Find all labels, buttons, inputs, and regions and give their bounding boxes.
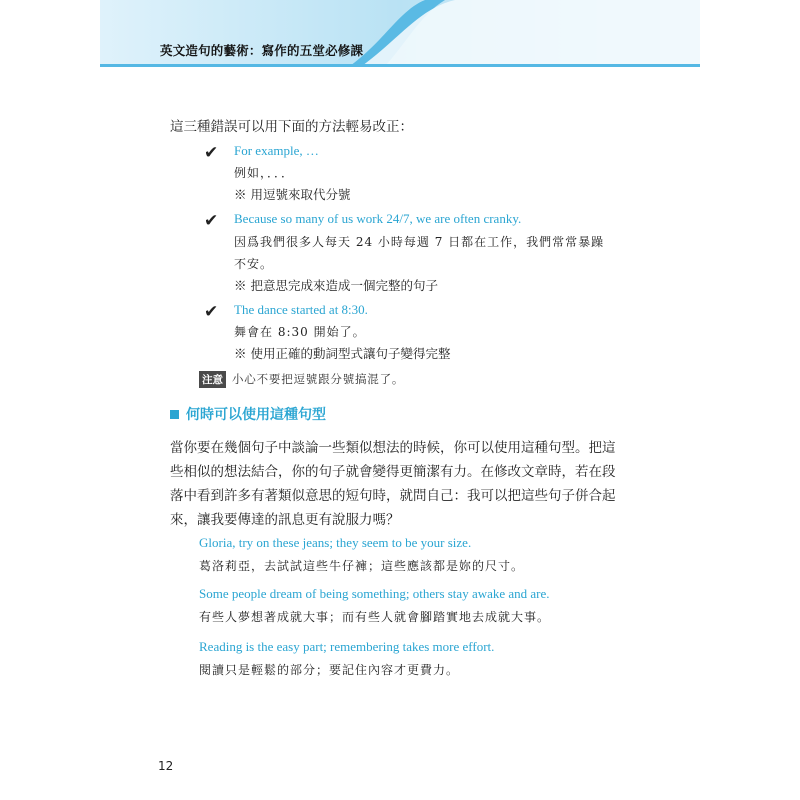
square-bullet-icon <box>170 410 179 419</box>
page-number: 12 <box>158 759 174 773</box>
pair-chinese: 閱讀只是輕鬆的部分；要記住內容才更費力。 <box>199 663 460 677</box>
example-english: For example, … <box>234 143 319 158</box>
pair-chinese: 有些人夢想著成就大事；而有些人就會腳踏實地去成就大事。 <box>199 610 551 624</box>
check-icon: ✔ <box>204 143 219 163</box>
body-paragraph <box>170 436 625 532</box>
pair-chinese: 葛洛莉亞，去試試這些牛仔褲；這些應該都是妳的尺寸。 <box>199 559 525 573</box>
example-note: ※ 使用正確的動詞型式讓句子變得完整 <box>234 346 451 361</box>
check-icon: ✔ <box>204 211 219 231</box>
example-note: ※ 把意思完成來造成一個完整的句子 <box>234 278 438 293</box>
example-pair <box>199 535 524 574</box>
paragraph-line: 些相似的想法結合，你的句子就會變得更簡潔有力。在修改文章時，若在段 <box>170 464 616 480</box>
pair-english: Gloria, try on these jeans; they seem to be your size. <box>199 535 472 550</box>
paragraph-line: 當你要在幾個句子中談論一些類似想法的時候，你可以使用這種句型。把這 <box>170 440 616 456</box>
intro-text: 這三種錯誤可以用下面的方法輕易改正： <box>170 119 413 135</box>
check-icon: ✔ <box>204 302 219 322</box>
example-chinese: 因爲我們很多人每天 24 小時每週 7 日都在工作，我們常常暴躁 <box>234 235 605 249</box>
section-heading <box>170 404 326 424</box>
example-pair <box>199 586 550 625</box>
example-note: ※ 用逗號來取代分號 <box>234 187 351 202</box>
pair-english: Some people dream of being something; others stay awake and are. <box>199 586 550 601</box>
pair-english: Reading is the easy part; remembering takes more effort. <box>199 639 495 654</box>
example-chinese: 例如，．．． <box>234 166 295 180</box>
paragraph-line: 來，讓我要傳達的訊息更有說服力嗎？ <box>170 512 400 528</box>
example-chinese: 舞會在 8:30 開始了。 <box>234 325 366 339</box>
header-title: 英文造句的藝術：寫作的五堂必修課 <box>160 43 364 58</box>
example-chinese-cont: 不安。 <box>234 257 274 271</box>
example-english: The dance started at 8:30. <box>234 302 368 317</box>
paragraph-line: 落中看到許多有著類似意思的短句時，就問自己：我可以把這些句子併合起 <box>170 488 616 504</box>
example-english: Because so many of us work 24/7, we are often cranky. <box>234 211 522 226</box>
warning-text: 小心不要把逗號跟分號搞混了。 <box>232 372 405 386</box>
header-underline <box>100 64 700 67</box>
warning-note <box>199 370 404 388</box>
example-pair <box>199 639 494 678</box>
section-title-text: 何時可以使用這種句型 <box>186 407 326 423</box>
warning-badge: 注意 <box>199 371 226 388</box>
